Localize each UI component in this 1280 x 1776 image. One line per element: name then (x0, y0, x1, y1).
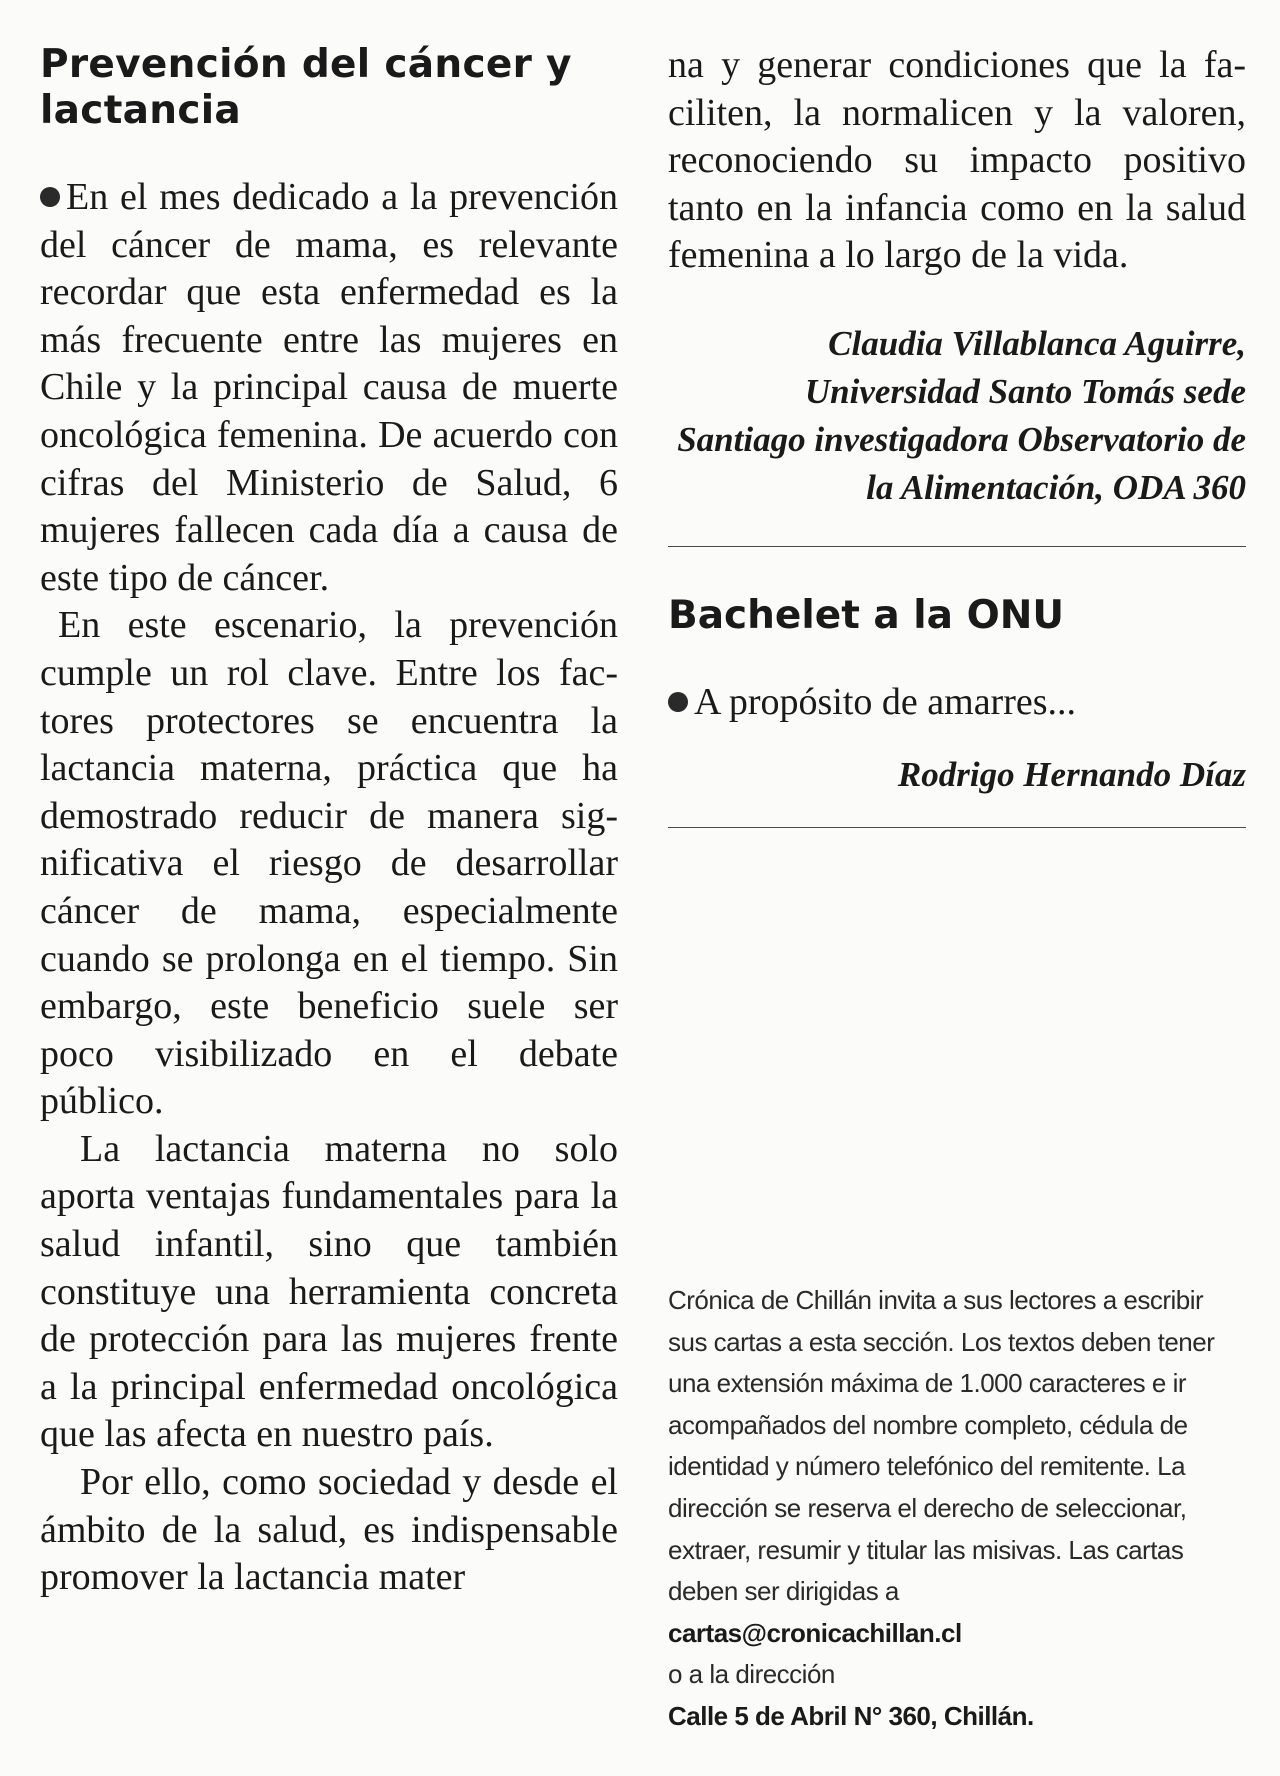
letter1-title: Prevención del cáncer y lactancia (40, 42, 572, 133)
letter-column-right (668, 42, 1246, 828)
letter2-title: Bachelet a la ONU (668, 592, 1065, 638)
notice-or-text: o a la dirección (668, 1659, 835, 1690)
bullet-icon (668, 692, 688, 712)
letter1-continuation (668, 42, 1246, 280)
letter-column-left (40, 42, 618, 1602)
divider-2 (668, 827, 1246, 828)
letter1-paragraph-1: En el mes dedicado a la prevención del cáncer de mama, es relevante recordar que esta enfermedad es la más frecuente entre las mujeres en Chile y la principal causa de muerte oncológica femenina. De acuerdo con cifras del Ministerio de Salud, 6 mujeres fallecen cada día a causa de este tipo de cáncer. (40, 176, 618, 599)
submission-notice (668, 1280, 1246, 1738)
letter1-paragraph-4-end: na y generar condiciones que la faciliten, la normalicen y la valoren, reconociendo su impacto positivo tanto en la infancia como en la salud femenina a lo largo de la vida. (668, 44, 1246, 277)
letter1-paragraph-2: En este escenario, la prevención cumple un rol clave. Entre los factores protectores se encuentra la lactancia materna, práctica que ha demostrado reducir de manera significativa el riesgo de desarrollar cáncer de mama, especialmente cuando se prolonga en el tiempo. Sin embargo, este beneficio suele ser poco visibilizado en el debate público. (40, 604, 618, 1123)
letter1-paragraph-3: La lactancia materna no solo aporta ventajas fundamentales para la salud infantil, sino que también constituye una herramienta concreta de protección para las mujeres frente a la principal enfermedad oncológica que las afecta en nuestro país. (40, 1127, 618, 1456)
letter1-signature: Claudia Villablanca Aguirre, Universidad Santo Tomás sede Santiago investigadora Observatorio de la Alimentación, ODA 360 (677, 323, 1246, 507)
notice-email[interactable]: cartas@cronicachillan.cl (668, 1617, 962, 1648)
letter1-paragraph-4-start: Por ello, como sociedad y desde el ámbito de la salud, es indispensable promover la lactancia mater (40, 1461, 618, 1599)
notice-text: Crónica de Chillán invita a sus lectores a escribir sus cartas a esta sección. Los textos deben tener una extensión máxima de 1.000 caracteres e ir acompañados del nombre completo, cédula de identidad y número telefónico del remitente. La dirección se reserva el derecho de seleccionar, extraer, resumir y titular las misivas. Las cartas deben ser dirigidas a (668, 1285, 1215, 1607)
bullet-icon (40, 187, 60, 207)
letter1-body (40, 174, 618, 1602)
notice-address: Calle 5 de Abril N° 360, Chillán. (668, 1700, 1034, 1731)
letter2-body: A propósito de amarres... (668, 679, 1246, 727)
letter2-signature: Rodrigo Hernando Díaz (897, 754, 1246, 794)
